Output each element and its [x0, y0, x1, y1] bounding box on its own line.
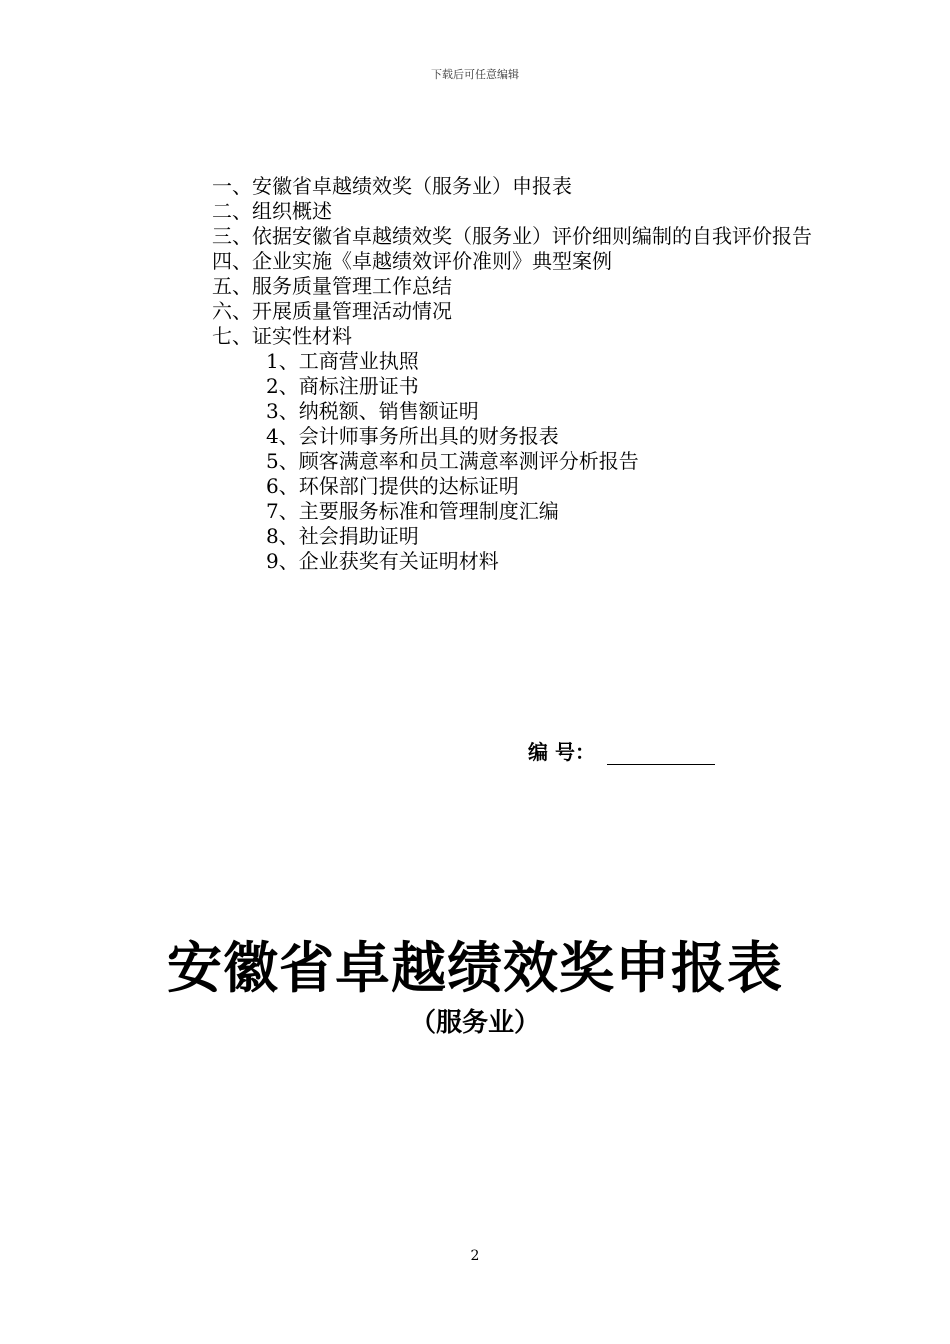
number-label: 编 号：: [528, 740, 595, 764]
toc-item: 一、安徽省卓越绩效奖（服务业）申报表: [212, 174, 572, 198]
toc-item: 三、依据安徽省卓越绩效奖（服务业）评价细则编制的自我评价报告: [212, 224, 812, 248]
table-of-contents: [212, 174, 852, 574]
toc-sub-item: 3、纳税额、销售额证明: [266, 399, 479, 423]
toc-item: 四、企业实施《卓越绩效评价准则》典型案例: [212, 249, 612, 273]
page-header: 下载后可任意编辑: [431, 68, 519, 81]
toc-sub-item: 4、会计师事务所出具的财务报表: [266, 424, 559, 448]
toc-sub-item: 2、商标注册证书: [266, 374, 419, 398]
toc-sub-item: 1、工商营业执照: [266, 349, 419, 373]
toc-sub-item: 7、主要服务标准和管理制度汇编: [266, 499, 559, 523]
toc-item: 六、开展质量管理活动情况: [212, 299, 452, 323]
toc-sub-item: 9、企业获奖有关证明材料: [266, 549, 499, 573]
number-field: [528, 736, 715, 765]
toc-item: 二、组织概述: [212, 199, 332, 223]
document-subtitle: （服务业）: [409, 1008, 540, 1038]
toc-sub-item: 6、环保部门提供的达标证明: [266, 474, 519, 498]
number-blank-line: [607, 744, 715, 765]
toc-sub-item: 5、顾客满意率和员工满意率测评分析报告: [266, 449, 639, 473]
toc-item: 五、服务质量管理工作总结: [212, 274, 452, 298]
toc-item: 七、证实性材料: [212, 324, 352, 348]
toc-sub-item: 8、社会捐助证明: [266, 524, 419, 548]
page-number: 2: [470, 1248, 480, 1264]
document-title: 安徽省卓越绩效奖申报表: [166, 936, 783, 1000]
